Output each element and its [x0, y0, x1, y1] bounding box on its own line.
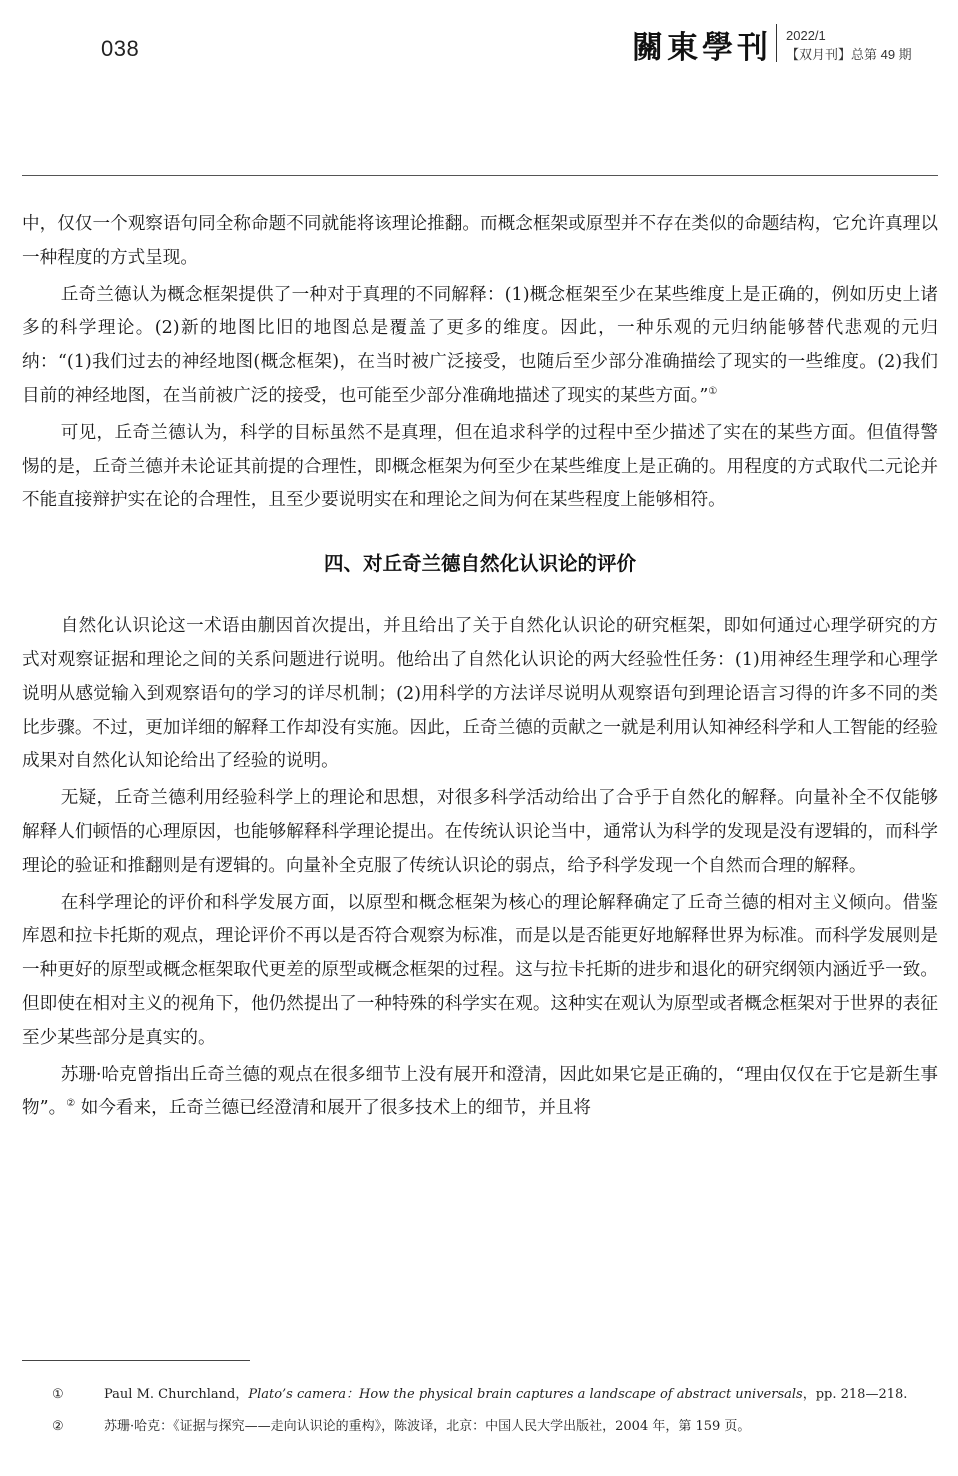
issue-info — [786, 26, 912, 64]
paragraph-haack — [22, 1059, 938, 1127]
header-rule — [22, 175, 938, 176]
footnote-author: Paul M. Churchland， — [104, 1387, 249, 1402]
paragraph-text: 苏珊·哈克曾指出丘奇兰德的观点在很多细节上没有展开和澄清，因此如果它是正确的，“理由仅仅在于它是新生事物”。 — [22, 1064, 938, 1119]
footnote-rule — [22, 1360, 250, 1361]
article-body — [22, 208, 938, 1126]
header-divider — [776, 24, 777, 62]
paragraph-truth-interpretation — [22, 279, 938, 414]
footnote-text: 苏珊·哈克：《证据与探究——走向认识论的重构》，陈波译，北京：中国人民大学出版社，2004 年，第 159 页。 — [104, 1419, 751, 1434]
journal-logo: 關東學刊 — [632, 30, 772, 66]
issue-number: 【双月刊】总第 49 期 — [786, 47, 912, 62]
footnote-marker: ① — [52, 1387, 64, 1402]
paragraph-vector-completion: 无疑，丘奇兰德利用经验科学上的理论和思想，对很多科学活动给出了合乎于自然化的解释。向量补全不仅能够解释人们顿悟的心理原因，也能够解释科学理论提出。在传统认识论当中，通常认为科学的发现是没有逻辑的，而科学理论的验证和推翻则是有逻辑的。向量补全克服了传统认识论的弱点，给予科学发现一个自然而合理的解释。 — [22, 788, 938, 876]
paragraph-relativism: 在科学理论的评价和科学发展方面，以原型和概念框架为核心的理论解释确定了丘奇兰德的相对主义倾向。借鉴库恩和拉卡托斯的观点，理论评价不再以是否符合观察为标准，而是以是否能更好地解释世界为标准。而科学发展则是一种更好的原型或概念框架取代更差的原型或概念框架的过程。这与拉卡托斯的进步和退化的研究纲领内涵近乎一致。但即使在相对主义的视角下，他仍然提出了一种特殊的科学实在观。这种实在观认为原型或者概念框架对于世界的表征至少某些部分是真实的。 — [22, 892, 938, 1048]
footnote-pages: ，pp. 218—218. — [802, 1387, 908, 1402]
footnote-book-title: Plato’s camera：How the physical brain captures a landscape of abstract universals — [248, 1387, 803, 1402]
footnote-ref-1[interactable]: ① — [708, 385, 718, 397]
page-number: 038 — [101, 36, 140, 61]
paragraph-text: 如今看来，丘奇兰德已经澄清和展开了很多技术上的细节，并且将 — [75, 1098, 591, 1119]
section-heading: 四、对丘奇兰德自然化认识论的评价 — [323, 552, 636, 576]
footnote-2 — [22, 1416, 938, 1438]
footnotes — [22, 1384, 938, 1438]
issue-date: 2022/1 — [786, 28, 826, 43]
paragraph-text: 丘奇兰德认为概念框架提供了一种对于真理的不同解释：(1)概念框架至少在某些维度上是正确的，例如历史上诸多的科学理论。(2)新的地图比旧的地图总是覆盖了更多的维度。因此，一种乐观的元归纳能够替代悲观的元归纳：“(1)我们过去的神经地图(概念框架)，在当时被广泛接受，也随后至少部分准确描绘了现实的一些维度。(2)我们目前的神经地图，在当前被广泛的接受，也可能至少部分准确地描述了现实的某些方面。” — [22, 284, 938, 406]
page-header — [0, 0, 958, 80]
paragraph-continued: 中，仅仅一个观察语句同全称命题不同就能将该理论推翻。而概念框架或原型并不存在类似的命题结构，它允许真理以一种程度的方式呈现。 — [22, 214, 938, 268]
paragraph-naturalized-epistemology: 自然化认识论这一术语由蒯因首次提出，并且给出了关于自然化认识论的研究框架，即如何通过心理学研究的方式对观察证据和理论之间的关系问题进行说明。他给出了自然化认识论的两大经验性任务：(1)用神经生理学和心理学说明从感觉输入到观察语句的学习的详尽机制；(2)用科学的方法详尽说明从观察语句到理论语言习得的许多不同的类比步骤。不过，更加详细的解释工作却没有实施。因此，丘奇兰德的贡献之一就是利用认知神经科学和人工智能的经验成果对自然化认知论给出了经验的说明。 — [22, 616, 938, 772]
paragraph-realism-critique: 可见，丘奇兰德认为，科学的目标虽然不是真理，但在追求科学的过程中至少描述了实在的某些方面。但值得警惕的是，丘奇兰德并未论证其前提的合理性，即概念框架为何至少在某些维度上是正确的。用程度的方式取代二元论并不能直接辩护实在论的合理性，且至少要说明实在和理论之间为何在某些程度上能够相符。 — [22, 422, 938, 511]
footnote-marker: ② — [52, 1419, 64, 1434]
footnote-ref-2[interactable]: ② — [66, 1098, 76, 1110]
footnote-1 — [22, 1384, 938, 1406]
